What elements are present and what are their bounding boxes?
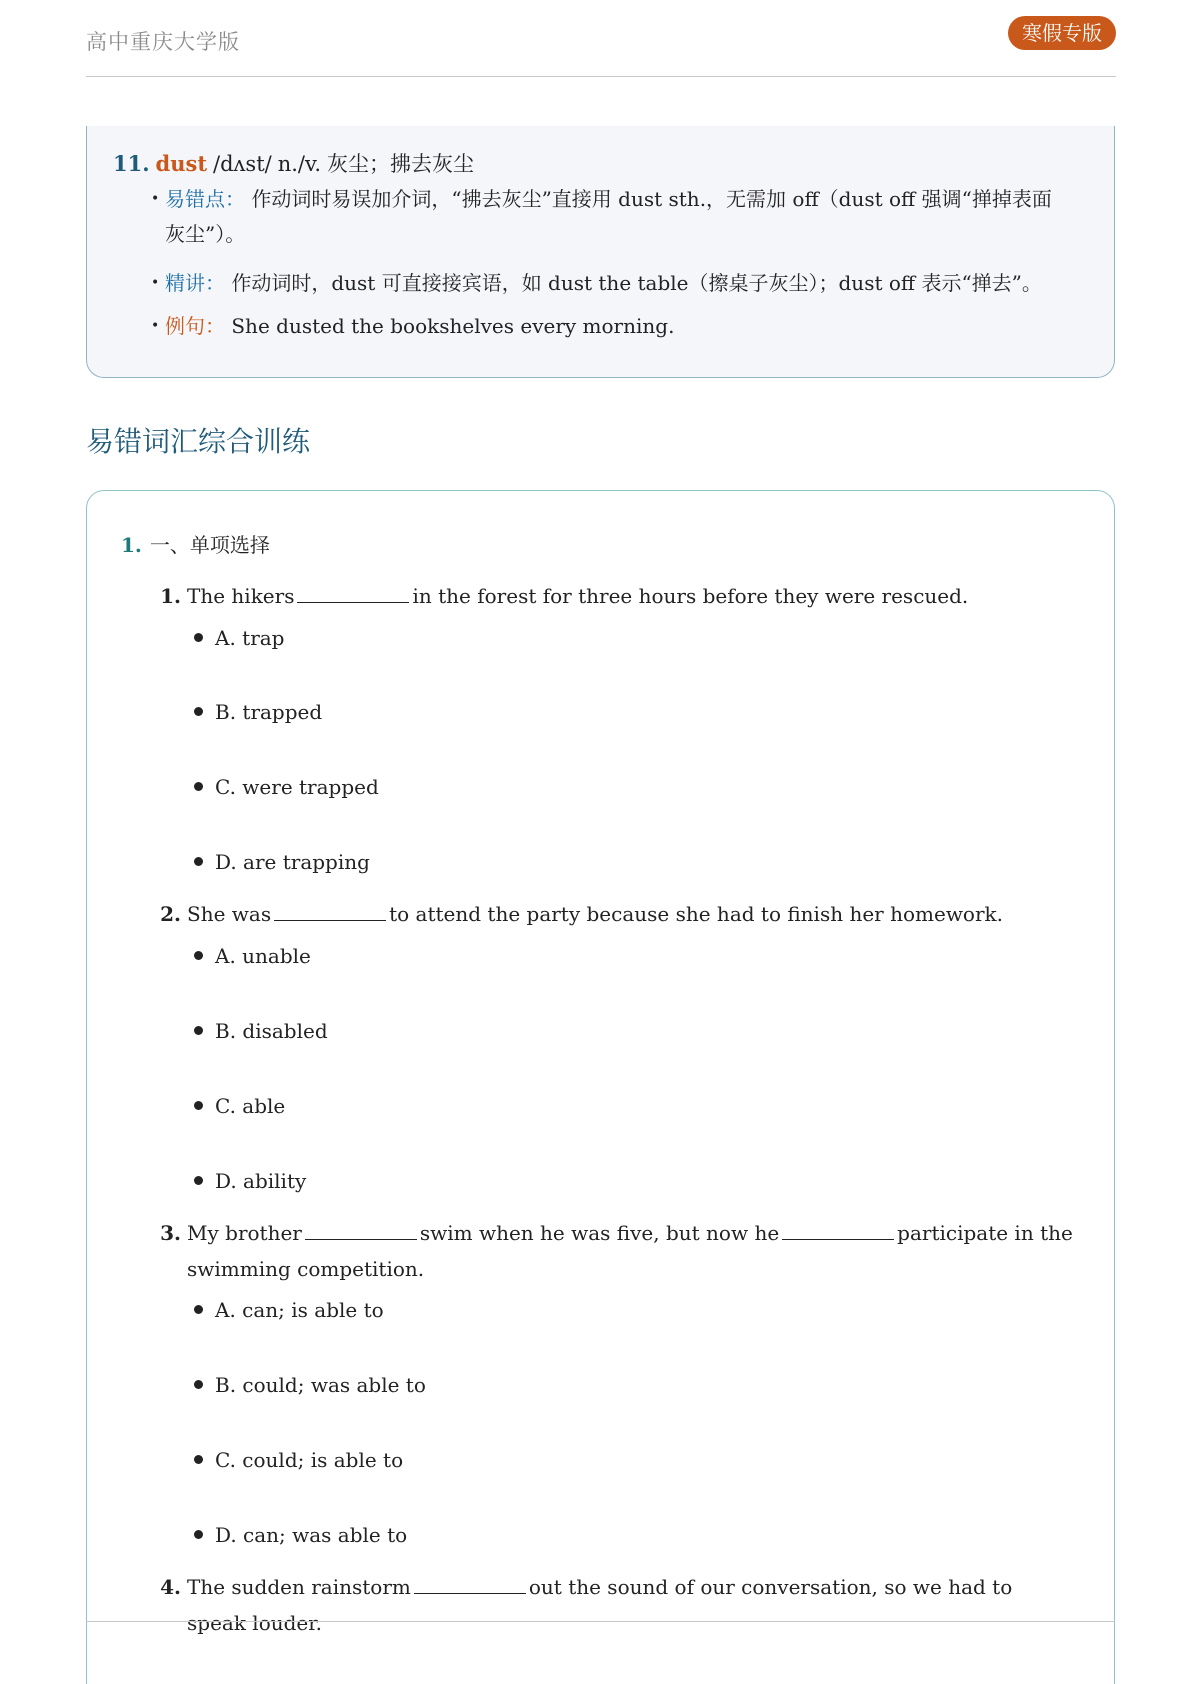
option-label: A. unable (215, 944, 311, 968)
option-item[interactable] (194, 1370, 426, 1400)
bullet-icon (194, 1101, 203, 1110)
option-item[interactable] (194, 697, 322, 727)
exercise-number: 1. (121, 533, 142, 557)
exercise-title: 一、单项选择 (149, 533, 270, 557)
option-label: A. can; is able to (215, 1298, 384, 1322)
question-text-part: to attend the party because she had to finish her homework. (389, 902, 1004, 926)
option-label: A. trap (215, 626, 285, 650)
vocab-point-example (151, 309, 1071, 344)
vocab-point-error (151, 182, 1071, 252)
question-text-part: participate in the swimming competition. (187, 1221, 1073, 1281)
bullet-icon (194, 1026, 203, 1035)
option-label: C. could; is able to (215, 1448, 404, 1472)
question-text (187, 1215, 1075, 1287)
bullet-icon (194, 1176, 203, 1185)
question-text-part: She was (187, 902, 272, 926)
bullet-icon: • (151, 318, 160, 334)
question-text-part: The sudden rainstorm (187, 1575, 411, 1599)
option-item[interactable] (194, 1520, 407, 1550)
option-item[interactable] (194, 941, 311, 971)
edition-badge: 寒假专版 (1008, 16, 1116, 50)
point-text: 作动词时易误加介词，“拂去灰尘”直接用 dust sth.，无需加 off（dust off 强调“掸掉表面灰尘”）。 (165, 187, 1052, 246)
option-label: D. ability (215, 1169, 307, 1193)
vocab-part-of-speech: n./v. (277, 152, 322, 176)
question-2 (160, 896, 1075, 932)
answer-blank[interactable] (782, 1219, 894, 1240)
point-text: She dusted the bookshelves every morning. (231, 314, 675, 338)
option-label: B. disabled (215, 1019, 328, 1043)
question-number: 3. (160, 1221, 181, 1245)
point-text: 作动词时，dust 可直接接宾语，如 dust the table（擦桌子灰尘）；dust off 表示“掸去”。 (231, 271, 1042, 295)
option-label: B. trapped (215, 700, 323, 724)
question-4 (160, 1569, 1075, 1641)
page-header (86, 0, 1116, 77)
page-divider (86, 1621, 1115, 1622)
option-label: B. could; was able to (215, 1373, 426, 1397)
question-text-part: in the forest for three hours before they were rescued. (412, 584, 969, 608)
vocab-word: dust (155, 151, 208, 176)
question-text (187, 1569, 1075, 1641)
option-item[interactable] (194, 1016, 328, 1046)
question-text (187, 896, 1075, 932)
option-label: C. able (215, 1094, 286, 1118)
bullet-icon (194, 857, 203, 866)
vocab-entry-heading (113, 148, 474, 178)
bullet-icon (194, 1305, 203, 1314)
option-item[interactable] (194, 1445, 403, 1475)
answer-blank[interactable] (297, 582, 409, 603)
answer-blank[interactable] (274, 900, 386, 921)
question-text-part: The hikers (187, 584, 295, 608)
exercise-heading (121, 529, 270, 558)
vocab-number: 11. (113, 151, 150, 176)
question-number: 4. (160, 1575, 181, 1599)
bullet-icon (194, 707, 203, 716)
option-item[interactable] (194, 1295, 384, 1325)
option-label: C. were trapped (215, 775, 379, 799)
bullet-icon (194, 1455, 203, 1464)
option-item[interactable] (194, 1166, 306, 1196)
option-item[interactable] (194, 1091, 285, 1121)
book-title: 高中重庆大学版 (86, 30, 240, 54)
bullet-icon: • (151, 191, 160, 207)
answer-blank[interactable] (414, 1573, 526, 1594)
option-item[interactable] (194, 847, 370, 877)
bullet-icon (194, 1530, 203, 1539)
option-item[interactable] (194, 623, 284, 653)
exercise-card (86, 490, 1115, 1684)
question-text (187, 578, 1075, 614)
question-text-part: swim when he was five, but now he (419, 1221, 780, 1245)
vocab-phonetic: /dʌst/ (213, 152, 272, 176)
point-label: 精讲： (165, 271, 225, 295)
bullet-icon (194, 951, 203, 960)
bullet-icon (194, 782, 203, 791)
question-number: 1. (160, 584, 181, 608)
section-title: 易错词汇综合训练 (86, 425, 311, 458)
option-item[interactable] (194, 772, 379, 802)
vocab-meaning: 灰尘；拂去灰尘 (327, 152, 475, 176)
question-text-part: out the sound of our conversation, so we had to speak louder. (187, 1575, 1013, 1635)
option-label: D. are trapping (215, 850, 370, 874)
bullet-icon: • (151, 275, 160, 291)
question-1 (160, 578, 1075, 614)
question-3 (160, 1215, 1075, 1287)
option-label: D. can; was able to (215, 1523, 408, 1547)
vocab-card (86, 126, 1115, 378)
answer-blank[interactable] (305, 1219, 417, 1240)
point-label: 例句： (165, 314, 225, 338)
question-number: 2. (160, 902, 181, 926)
question-text-part: My brother (187, 1221, 302, 1245)
bullet-icon (194, 633, 203, 642)
point-label: 易错点： (165, 187, 245, 211)
vocab-point-explain (151, 266, 1071, 301)
bullet-icon (194, 1380, 203, 1389)
